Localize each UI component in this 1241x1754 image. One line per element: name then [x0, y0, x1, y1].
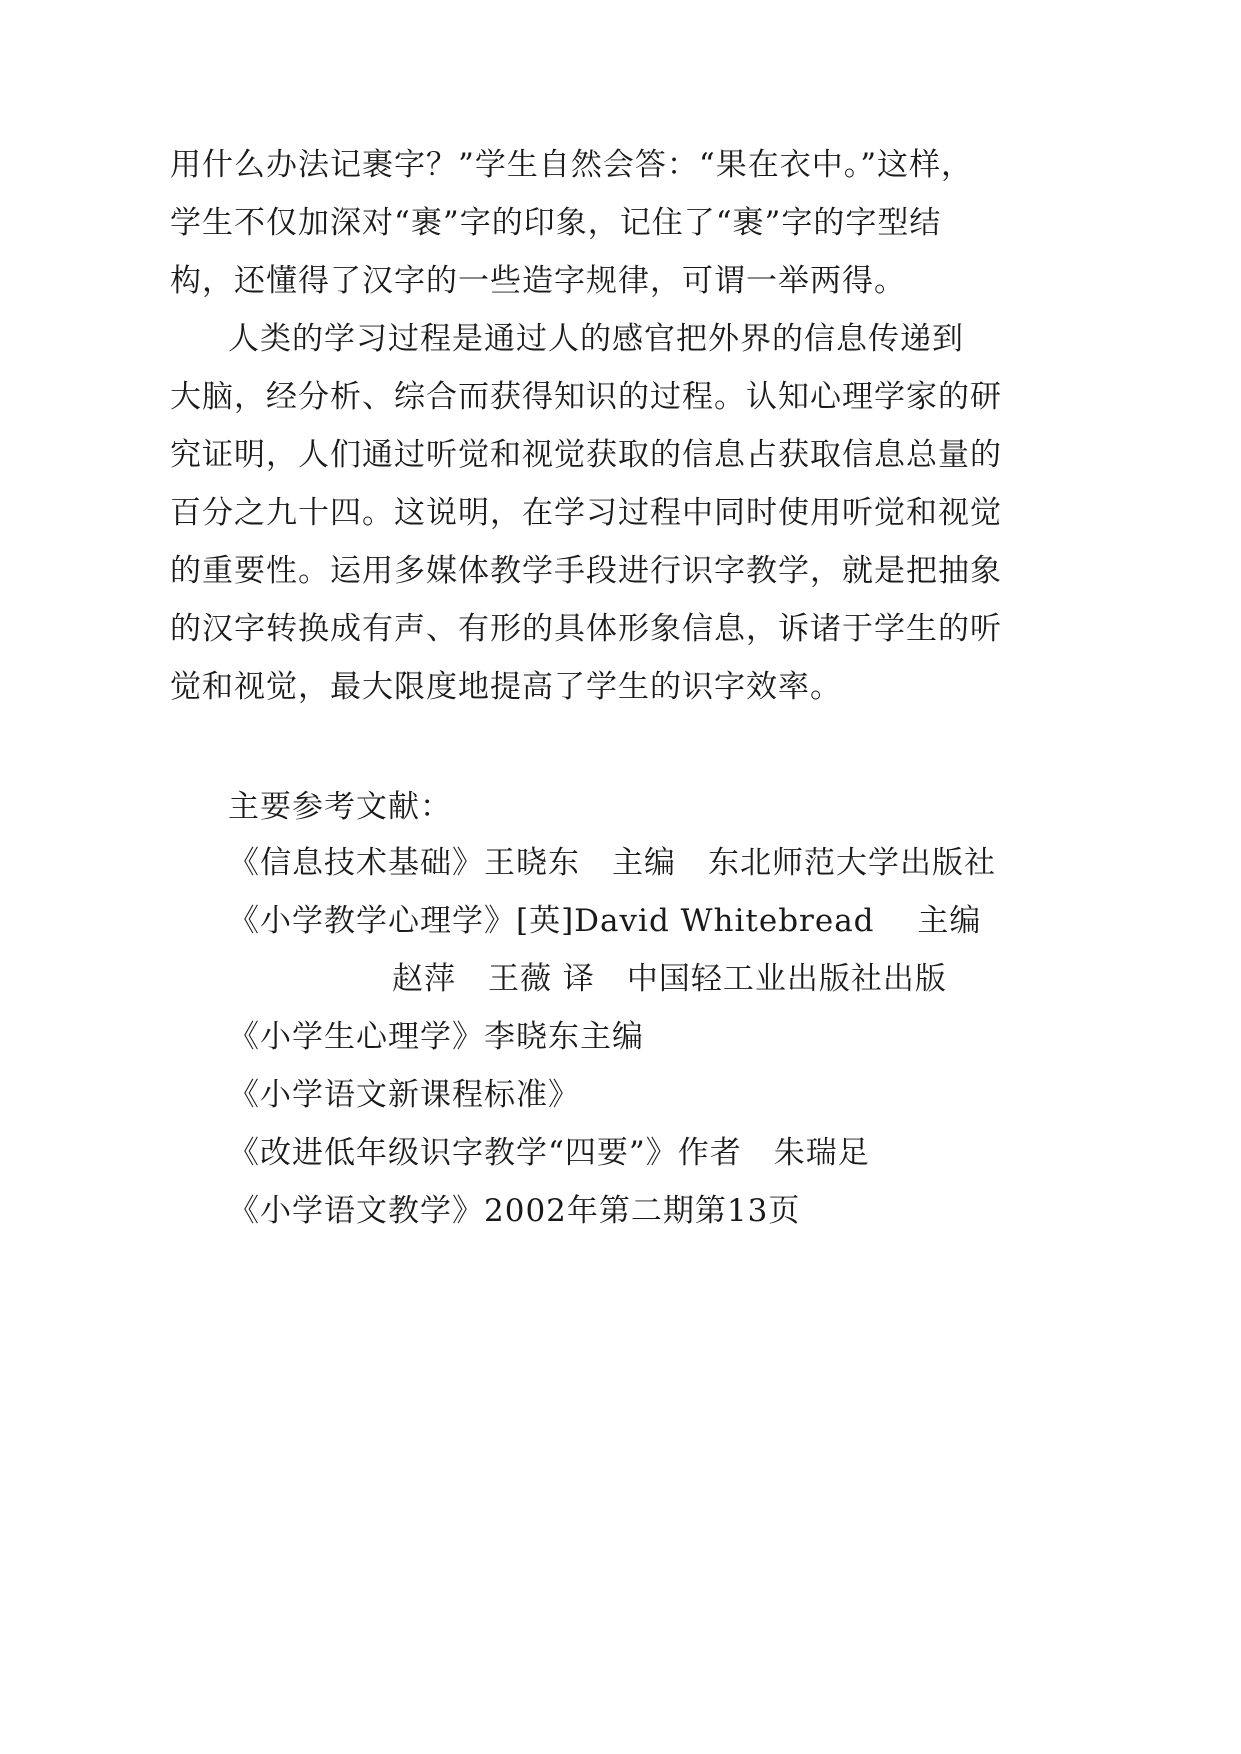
- paragraph-2-line-4: 百分之九十四。这说明，在学习过程中同时使用听觉和视觉: [170, 495, 1002, 531]
- paragraph-2-line-7: 觉和视觉，最大限度地提高了学生的识字效率。: [170, 669, 842, 705]
- reference-item-5: 《改进低年级识字教学“四要”》作者 朱瑞足: [228, 1135, 870, 1171]
- paragraph-1-line-3: 构，还懂得了汉字的一些造字规律，可谓一举两得。: [170, 263, 906, 299]
- paragraph-2-line-3: 究证明，人们通过听觉和视觉获取的信息占获取信息总量的: [170, 437, 1002, 473]
- reference-item-2-continuation: 赵萍 王薇 译 中国轻工业出版社出版: [392, 961, 947, 997]
- paragraph-1-line-2: 学生不仅加深对“裹”字的印象，记住了“裹”字的字型结: [170, 205, 942, 241]
- references-heading: 主要参考文献：: [228, 789, 452, 825]
- paragraph-2-line-6: 的汉字转换成有声、有形的具体形象信息，诉诸于学生的听: [170, 611, 1002, 647]
- reference-item-3: 《小学生心理学》李晓东主编: [228, 1019, 644, 1055]
- reference-item-6: 《小学语文教学》2002年第二期第13页: [228, 1193, 801, 1229]
- paragraph-2-line-1: 人类的学习过程是通过人的感官把外界的信息传递到: [228, 321, 964, 357]
- reference-item-2: 《小学教学心理学》[英]David Whitebread 主编: [228, 903, 982, 939]
- reference-item-1: 《信息技术基础》王晓东 主编 东北师范大学出版社: [228, 845, 996, 881]
- paragraph-2-line-5: 的重要性。运用多媒体教学手段进行识字教学，就是把抽象: [170, 553, 1002, 589]
- paragraph-2-line-2: 大脑，经分析、综合而获得知识的过程。认知心理学家的研: [170, 379, 1002, 415]
- paragraph-1-line-1: 用什么办法记裹字？”学生自然会答：“果在衣中。”这样，: [170, 147, 974, 183]
- reference-item-4: 《小学语文新课程标准》: [228, 1077, 580, 1113]
